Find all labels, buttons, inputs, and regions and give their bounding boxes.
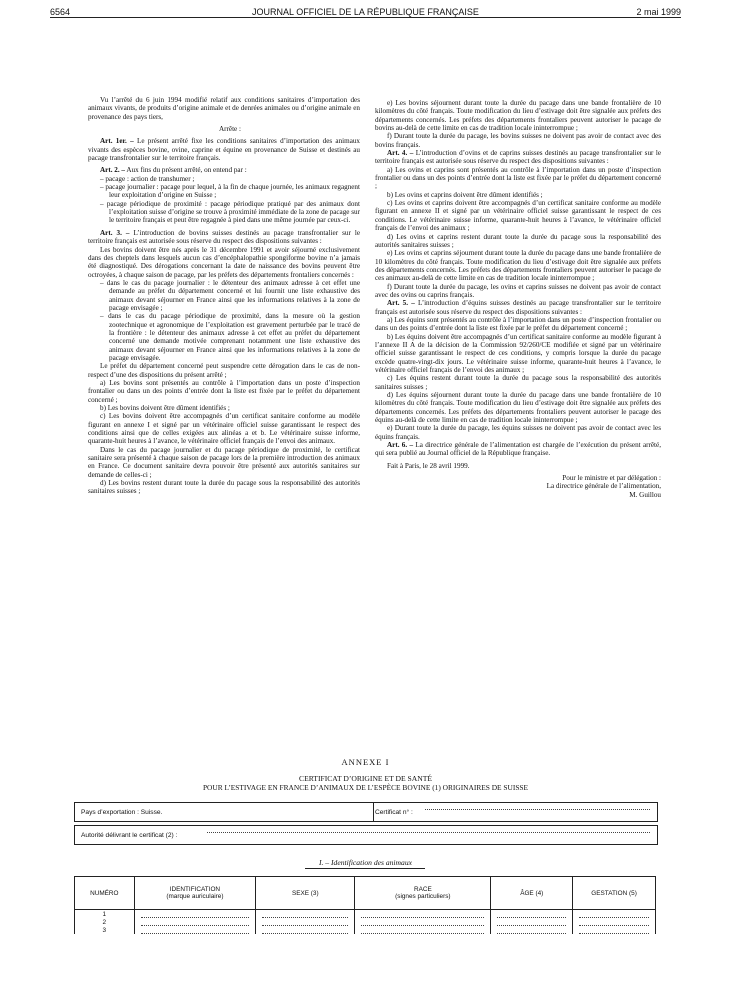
paragraph	[375, 316, 661, 333]
row-number: 3	[75, 926, 135, 934]
paragraph-text: L’introduction d’ovins et de caprins suisses destinés au pacage transfrontalier sur le territoire français est autorisée sous réserve du respect des dispositions suivantes :	[375, 149, 661, 166]
section-rule	[305, 868, 425, 869]
paragraph	[88, 200, 360, 225]
paragraph	[88, 166, 360, 174]
paragraph	[375, 233, 661, 250]
column-header: GESTATION (5)	[573, 877, 656, 910]
paragraph-text: c) Les ovins et caprins doivent être accompagnés d’un certificat sanitaire conforme au modèle figurant en annexe II et signé par un vétérinaire officiel suisse garantissant le respect de ces conditions. Le vétérinaire suisse informe, quarante-huit heures à l’avance, le vétérinaire officiel français de l’envoi des animaux ;	[375, 199, 661, 233]
paragraph-text: d) Les bovins restent durant toute la durée du pacage sous la responsabilité des autorités sanitaires suisses ;	[88, 479, 360, 496]
box-divider	[373, 803, 374, 821]
certificate-subtitle: POUR L’ESTIVAGE EN FRANCE D’ANIMAUX DE L’ESPÈCE BOVINE (1) ORIGINAIRES DE SUISSE	[202, 783, 529, 792]
paragraph-text: d) Les ovins et caprins restent durant toute la durée du pacage sous la responsabilité des autorités sanitaires suisses ;	[375, 232, 661, 249]
column-header: NUMÉRO	[75, 877, 135, 910]
paragraph-text: – dans le cas du pacage journalier : le détenteur des animaux adresse à cet effet une demande au préfet du département concerné et lui fournit une liste exhaustive des animaux devant séjourner en France ainsi que les informations relatives à la zone de pacage envisagée ;	[100, 278, 360, 312]
paragraph-text: f) Durant toute la durée du pacage, les ovins et caprins suisses ne doivent pas avoir de contact avec des ovins ou caprins français.	[375, 282, 661, 299]
blank-entry-field[interactable]	[491, 910, 573, 919]
paragraph-text: Aux fins du présent arrêté, on entend par :	[125, 166, 247, 175]
paragraph-text: a) Les équins sont présentés au contrôle à l’importation dans un poste d’inspection frontalier ou dans un des points d’entrée dont la liste est fixée par le préfet du département concerné ;	[375, 315, 661, 333]
article-heading: Art. 6. –	[387, 441, 414, 450]
article-heading: Art. 3. –	[100, 228, 130, 237]
article-heading: Art. 4. –	[387, 149, 414, 158]
paragraph	[375, 333, 661, 375]
journal-title: JOURNAL OFFICIEL DE LA RÉPUBLIQUE FRANÇAISE	[252, 7, 479, 17]
paragraph	[375, 166, 661, 191]
paragraph	[88, 479, 360, 496]
column-header: SEXE (3)	[256, 877, 355, 910]
paragraph-text: b) Les équins doivent être accompagnés d’un certificat sanitaire conforme au modèle figurant à l’annexe II A de la décision de la Commission 92/260/CE modifiée et signé par un vétérinaire officiel suisse garantissant le respect de ces conditions, y compris lorsque la durée du pacage excède quatre-vingt-dix jours. Le vétérinaire suisse informe, quarante-huit heures à l’avance, le vétérinaire officiel français de l’envoi des animaux ;	[375, 332, 661, 374]
paragraph-text: – pacage périodique de proximité : pacage périodique pratiqué par des animaux dont l’exploitation suisse d’origine se trouve à proximité immédiate de la zone de pacage sur le territoire français et peut être regagnée à pied dans une même journée par ceux-ci.	[100, 199, 360, 225]
blank-entry-field[interactable]	[355, 918, 491, 926]
paragraph	[88, 446, 360, 479]
blank-entry-field[interactable]	[355, 910, 491, 919]
blank-entry-field[interactable]	[573, 926, 656, 934]
paragraph-text: La directrice générale de l’alimentation est chargée de l’exécution du présent arrêté, qui sera publié au Journal officiel de la République française.	[375, 441, 661, 458]
header-rule	[50, 17, 681, 18]
dotted-line	[262, 919, 348, 926]
paragraph-text: e) Les bovins séjournent durant toute la durée du pacage dans une bande frontalière de 10 kilomètres du côté français. Toute modification du lieu d’estivage doit être signalée aux préfets des départements concernés. Les préfets des départements frontaliers peuvent autoriser le pacage de bovins au-delà de cette limite en cas de tradition locale ininterrompue ;	[375, 99, 661, 133]
certificate-title: CERTIFICAT D’ORIGINE ET DE SANTÉ	[299, 774, 432, 783]
dotted-line	[579, 911, 649, 918]
dotted-line	[579, 919, 649, 926]
paragraph	[88, 404, 360, 412]
row-number: 2	[75, 918, 135, 926]
blank-entry-field[interactable]	[573, 910, 656, 919]
table-row	[75, 918, 656, 926]
animal-identification-table	[74, 876, 656, 934]
page-number: 6564	[50, 7, 71, 17]
paragraph	[375, 391, 661, 424]
table-row	[75, 910, 656, 919]
authority-label: Autorité délivrant le certificat (2) :	[81, 832, 178, 839]
blank-entry-field[interactable]	[491, 926, 573, 934]
dotted-line	[262, 927, 348, 934]
dotted-line	[361, 919, 484, 926]
paragraph	[375, 441, 661, 458]
paragraph	[88, 312, 360, 362]
authority-field[interactable]	[207, 832, 650, 833]
paragraph	[88, 279, 360, 312]
paragraph-text: Le préfet du département concerné peut suspendre cette dérogation dans le cas de non-respect d’une des dispositions du présent arrêté ;	[88, 362, 360, 379]
paragraph-text: a) Les ovins et caprins sont présentés au contrôle à l’importation dans un poste d’inspection frontalier ou dans un des points d’entrée dont la liste est fixée par le préfet du département concerné ;	[375, 165, 661, 191]
right-text-column	[375, 99, 661, 499]
blank-entry-field[interactable]	[573, 918, 656, 926]
paragraph	[88, 175, 360, 183]
article-heading: Art. 2. –	[100, 166, 125, 175]
annex-title: ANNEXE I	[341, 757, 390, 767]
paragraph-text: e) Les ovins et caprins séjournent durant toute la durée du pacage dans une bande frontalière de 10 kilomètres du côté français. Toute modification du lieu d’estivage doit être signalée aux préfets des départements concernés. Les préfets des départements frontaliers peuvent autoriser le pacage de ces animaux au-delà de cette limite en cas de tradition locale ininterrompue ;	[375, 249, 661, 283]
paragraph	[375, 482, 661, 490]
article-heading: Art. 5. –	[387, 299, 415, 308]
dotted-line	[497, 927, 566, 934]
paragraph-text: L’introduction d’équins suisses destinés au pacage transfrontalier sur le territoire français est autorisée sous réserve du respect des dispositions suivantes :	[375, 299, 661, 316]
paragraph-text: d) Les équins séjournent durant toute la durée du pacage dans une bande frontalière de 10 kilomètres du côté français. Toute modification du lieu d’estivage doit être signalée aux préfets des départements concernés. Les préfets des départements frontaliers peuvent autoriser le pacage des équins au-delà de cette limite en cas de tradition locale ininterrompue ;	[375, 391, 661, 425]
paragraph-text: c) Les bovins doivent être accompagnés d’un certificat sanitaire conforme au modèle figurant en annexe I et signé par un vétérinaire officiel suisse garantissant le respect des conditions ainsi que de celles exigées aux alinéas a et b. Le vétérinaire suisse informe, quarante-huit heures à l’avance, le vétérinaire officiel français de l’envoi des animaux.	[88, 412, 360, 446]
dotted-line	[497, 919, 566, 926]
blank-entry-field[interactable]	[491, 918, 573, 926]
paragraph-text: c) Les équins restent durant toute la durée du pacage sous la responsabilité des autorités sanitaires suisses ;	[375, 374, 661, 391]
blank-entry-field[interactable]	[355, 926, 491, 934]
paragraph-text: e) Durant toute la durée du pacage, les équins suisses ne doivent pas avoir de contact avec les équins français.	[375, 424, 661, 441]
authority-box	[74, 825, 658, 845]
paragraph	[375, 374, 661, 391]
paragraph	[88, 362, 360, 379]
paragraph-text: L’introduction de bovins suisses destinés au pacage transfrontalier sur le territoire français est autorisée sous réserve du respect des dispositions suivantes :	[88, 228, 360, 246]
table-header-row	[75, 877, 656, 910]
paragraph-text: b) Les ovins et caprins doivent être dûment identifiés ;	[387, 190, 543, 199]
paragraph	[88, 125, 360, 133]
dotted-line	[361, 927, 484, 934]
column-header: ÂGE (4)	[491, 877, 573, 910]
paragraph-text: Fait à Paris, le 28 avril 1999.	[387, 461, 470, 470]
paragraph	[88, 412, 360, 445]
paragraph	[375, 99, 661, 132]
paragraph-text: Arrête :	[218, 125, 241, 134]
table-body	[75, 910, 656, 935]
paragraph-text: Pour le ministre et par délégation :	[562, 474, 661, 483]
paragraph	[88, 183, 360, 200]
export-info-box	[74, 802, 658, 822]
table-row	[75, 926, 656, 934]
certificate-number-field[interactable]	[425, 809, 650, 810]
export-country: Pays d’exportation : Suisse.	[81, 809, 163, 816]
paragraph	[375, 491, 661, 499]
article-heading: Art. 1er. –	[100, 137, 134, 146]
blank-entry-field[interactable]	[134, 926, 256, 934]
paragraph	[375, 299, 661, 316]
paragraph-text: f) Durant toute la durée du pacage, les bovins suisses ne doivent pas avoir de contact avec des bovins français.	[375, 132, 661, 149]
paragraph-text: M. Guillou	[629, 490, 661, 499]
dotted-line	[141, 919, 250, 926]
dotted-line	[579, 927, 649, 934]
blank-entry-field[interactable]	[256, 918, 355, 926]
paragraph-text: – pacage journalier : pacage pour lequel, à la fin de chaque journée, les animaux regagnent leur exploitation d’origine en Suisse ;	[100, 183, 360, 200]
dotted-line	[497, 911, 566, 918]
paragraph	[375, 149, 661, 166]
paragraph	[88, 379, 360, 404]
dotted-line	[141, 911, 250, 918]
paragraph	[375, 462, 661, 470]
paragraph	[88, 246, 360, 279]
paragraph-text: – pacage : action de transhumer ;	[100, 174, 195, 183]
paragraph	[88, 137, 360, 162]
blank-entry-field[interactable]	[134, 918, 256, 926]
blank-entry-field[interactable]	[256, 926, 355, 934]
paragraph-text: – dans le cas du pacage périodique de proximité, dans la mesure où la gestion zootechnique et agronomique de l’exploitation est gravement perturbée par le tracé de la frontière : le détenteur des animaux adresse à cet effet au préfet du département concerné une demande motivée comprenant notamment une liste exhaustive des animaux devant séjourner en France ainsi que les informations relatives à la zone de pacage envisagée.	[100, 312, 360, 362]
dotted-line	[141, 927, 250, 934]
column-header: IDENTIFICATION (marque auriculaire)	[134, 877, 256, 910]
issue-date: 2 mai 1999	[636, 7, 681, 17]
paragraph-text: b) Les bovins doivent être dûment identifiés ;	[100, 404, 230, 413]
section-title: I. – Identification des animaux	[318, 858, 412, 867]
blank-entry-field[interactable]	[134, 910, 256, 919]
certificate-number-label: Certificat n° :	[375, 809, 413, 816]
row-number: 1	[75, 910, 135, 919]
paragraph	[375, 283, 661, 300]
paragraph	[88, 229, 360, 246]
paragraph	[375, 424, 661, 441]
column-header: RACE (signes particuliers)	[355, 877, 491, 910]
paragraph	[375, 199, 661, 232]
paragraph-text: Vu l’arrêté du 6 juin 1994 modifié relatif aux conditions sanitaires d’importation des animaux vivants, de produits d’origine animale et de denrées animales ou d’origine animale en provenance des pays tiers,	[88, 96, 360, 121]
paragraph-text: Le présent arrêté fixe les conditions sanitaires d’importation des animaux vivants des espèces bovine, ovine, caprine et équine en provenance de Suisse et destinés au pacage transfrontalier sur le territoire français.	[88, 137, 361, 163]
paragraph-text: Dans le cas du pacage journalier et du pacage périodique de proximité, le certificat sanitaire sera présenté à chaque saison de pacage lors de la première introduction des animaux en France. Ce document sanitaire devra pouvoir être présenté aux autorités sanitaires sur demande de celles-ci ;	[88, 445, 360, 479]
paragraph-text: a) Les bovins sont présentés au contrôle à l’importation dans un poste d’inspection frontalier ou dans un des points d’entrée dont la liste est fixée par le préfet du département concerné ;	[88, 379, 360, 404]
paragraph	[375, 474, 661, 482]
paragraph-text: Les bovins doivent être nés après le 31 décembre 1991 et avoir séjourné exclusivement dans des cheptels dans lesquels aucun cas d’encéphalopathie spongiforme bovine n’a jamais été diagnostiqué. Des dérogations concernant la date de naissance des bovins peuvent être octroyées, à chaque saison de pacage, par les préfets des départements frontaliers concernés :	[88, 245, 360, 279]
blank-entry-field[interactable]	[256, 910, 355, 919]
paragraph	[375, 191, 661, 199]
paragraph	[375, 249, 661, 282]
paragraph	[88, 96, 360, 121]
left-text-column	[88, 96, 360, 496]
paragraph-text: La directrice générale de l’alimentation,	[546, 482, 661, 491]
dotted-line	[262, 911, 348, 918]
paragraph	[375, 132, 661, 149]
dotted-line	[361, 911, 484, 918]
